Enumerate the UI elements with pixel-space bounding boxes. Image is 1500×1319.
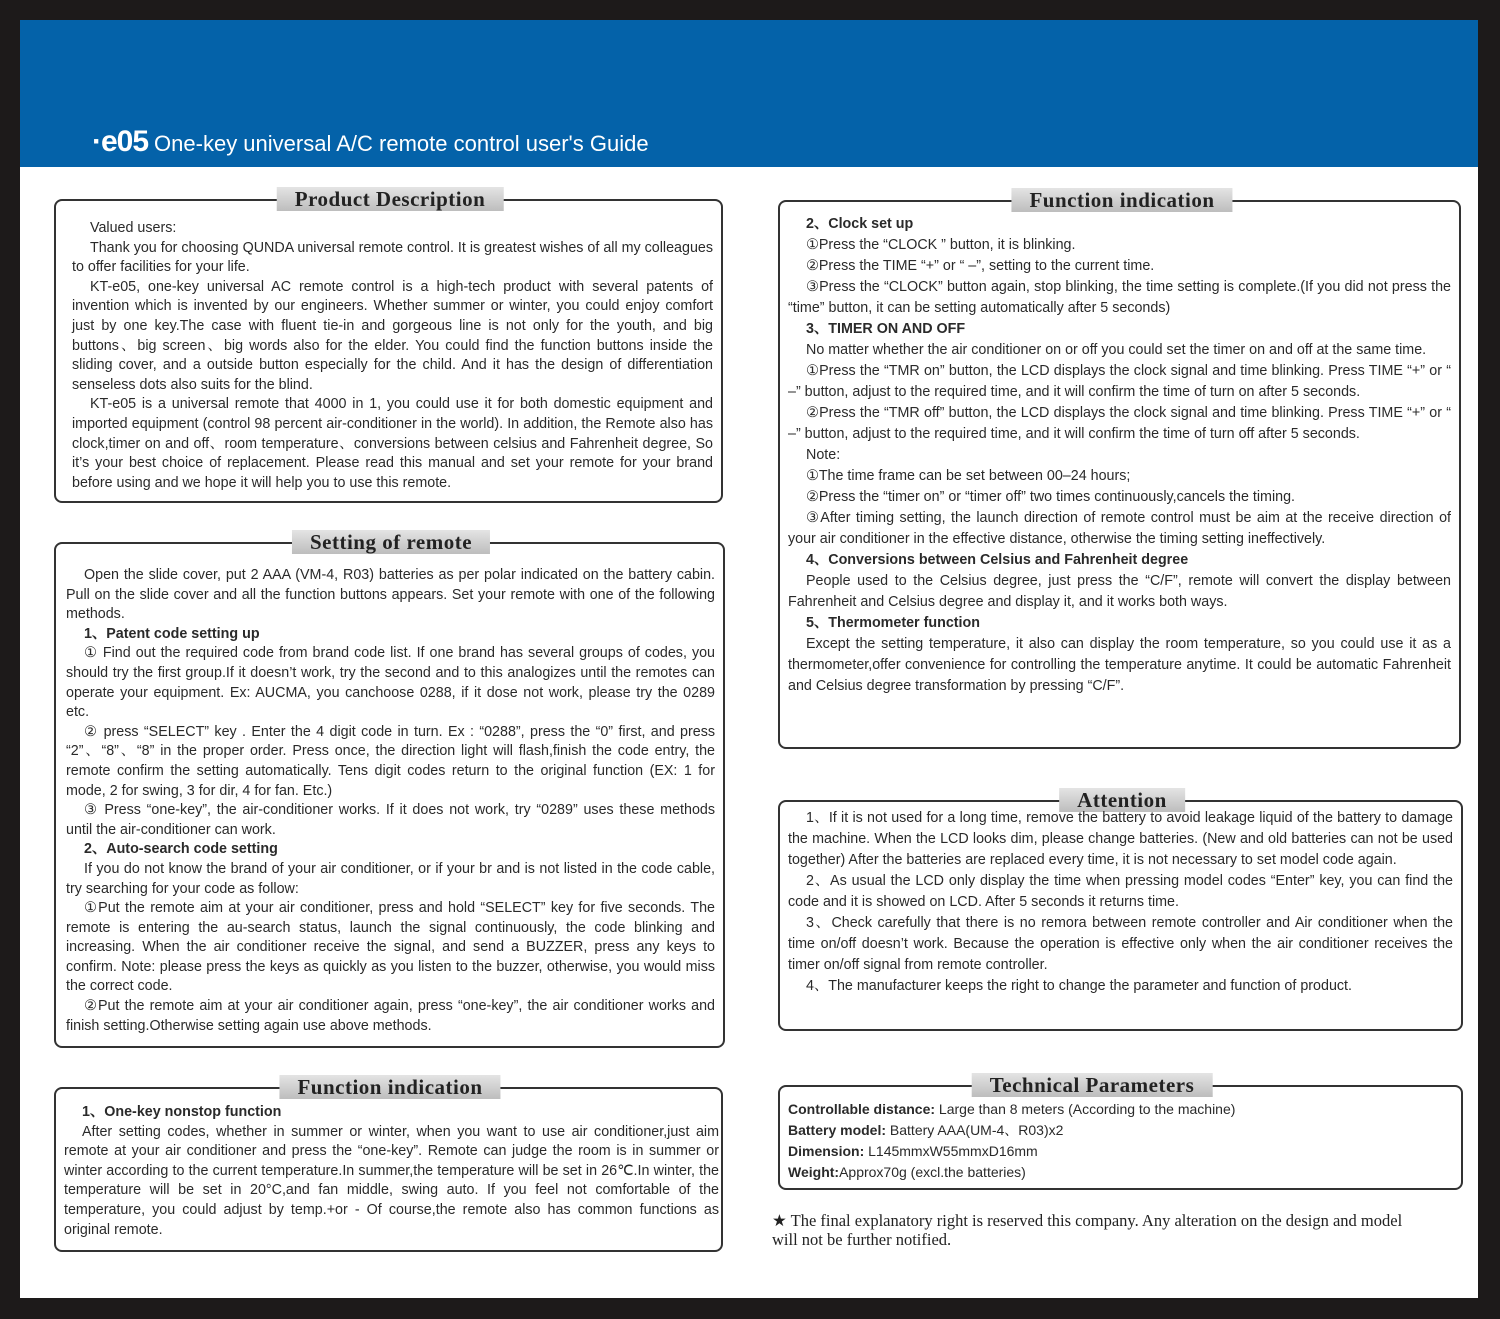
subheading: 1、One-key nonstop function [82,1104,282,1120]
function-indication-right-box [778,188,1461,749]
paragraph: ①Press the “TMR on” button, the LCD displays the clock signal and time blinking. Press TIME “+” or “ –” button, adjust to the required time, and it will confirm the time of turn on after 5 seconds. [788,363,1451,400]
parameter-row [788,1099,1453,1120]
paragraph: Except the setting temperature, it also can display the room temperature, so you could use it as a thermometer,offer convenience for controlling the temperature anytime. It could be automatic Fahrenheit and Celsius degree transformation by pressing “C/F”. [788,636,1451,694]
section-title: Product Description [277,187,504,211]
footnote: ★ The final explanatory right is reserved this company. Any alteration on the design and model will not be further notified. [772,1211,1403,1249]
paragraph: ③Press the “CLOCK” button again, stop blinking, the time setting is complete.(If you did not press the “time” button, it can be setting automatically after 5 seconds) [788,279,1451,316]
paragraph: 4、The manufacturer keeps the right to change the parameter and function of product. [806,978,1352,994]
section-content [788,214,1451,697]
technical-parameters-list [788,1099,1453,1183]
paragraph: After setting codes, whether in summer or winter, when you want to use air conditioner,just aim remote at your air conditioner and press the “one-key”. Remote can judge the room is in summer or winter according to the current temperature.In summer,the temperature will be set in 26℃.In winter, the temperature will be set in 20°C,and fan middle, swing auto. If you feel not comfortable of the temperature, you could adjust by temp.+or - Of course,the remote also has common functions as original remote. [64,1123,719,1238]
parameter-value: L145mmxW55mmxD16mm [864,1143,1038,1159]
section-content [72,219,713,493]
section-content [788,808,1453,997]
section-title: Function indication [1011,188,1232,212]
model-name: ·e05 [92,125,149,158]
parameter-value: Battery AAA(UM-4、R03)x2 [886,1122,1064,1138]
parameter-row [788,1162,1453,1183]
header-banner [20,20,1478,167]
parameter-value: Large than 8 meters (According to the machine) [935,1101,1236,1117]
section-title: Attention [1059,788,1185,812]
parameter-label: Dimension: [788,1143,865,1159]
paragraph: No matter whether the air conditioner on or off you could set the timer on and off at the same time. [806,342,1427,358]
section-title: Technical Parameters [972,1073,1213,1097]
section-content [66,566,715,1036]
subheading: 2、Clock set up [806,216,914,232]
paragraph: ① Find out the required code from brand code list. If one brand has several groups of codes, you should try the first group.If it doesn’t work, try the second and to this analogizes until the remotes can operate your equipment. Ex: AUCMA, you canchoose 0288, if it dose not work, please try the 0289 etc. [66,645,715,721]
product-description-box [54,187,723,503]
paragraph: Note: [806,447,841,463]
paragraph: ③ Press “one-key”, the air-conditioner works. If it does not work, try “0289” uses these methods until the air-conditioner can work. [66,802,715,838]
paragraph: ②Put the remote aim at your air conditioner again, press “one-key”, the air conditioner works and finish setting.Otherwise setting again use above methods. [66,998,715,1034]
subheading: 5、Thermometer function [806,615,980,631]
parameter-row [788,1141,1453,1162]
paragraph: ③After timing setting, the launch direction of remote control must be aim at the receive direction of your air conditioner in the effective distance, otherwise the timing setting ineffectively. [788,510,1451,547]
paragraph: People used to the Celsius degree, just press the “C/F”, remote will convert the display between Fahrenheit and Celsius degree and display it, and it works both ways. [788,573,1451,610]
title-text: One-key universal A/C remote control user's Guide [154,131,649,156]
parameter-label: Weight: [788,1164,840,1180]
paragraph: ② press “SELECT” key . Enter the 4 digit code in turn. Ex : “0288”, press the “0” first, and press “2”、“8”、“8” in the proper order. Press once, the direction light will flash,finish the code entry, the remote confirm the setting automatically. Tens digit codes return to the original function (EX: 1 for mode, 2 for swing, 3 for dir, 4 for fan. Etc.) [66,723,715,799]
technical-parameters-box [778,1073,1463,1190]
subheading: 4、Conversions between Celsius and Fahrenheit degree [806,552,1189,568]
paragraph: 1、If it is not used for a long time, remove the battery to avoid leakage liquid of the battery to damage the machine. When the LCD looks dim, please change batteries. (New and old batteries can not be used together) After the batteries are replaced every time, it is not necessary to set model code again. [788,810,1453,868]
paragraph: Open the slide cover, put 2 AAA (VM-4, R03) batteries as per polar indicated on the battery cabin. Pull on the slide cover and all the function buttons appears. Set your remote with one of the following methods. [66,567,715,623]
section-content [64,1103,719,1240]
paragraph: Thank you for choosing QUNDA universal remote control. It is greatest wishes of all my colleagues to offer facilities for your life. [72,239,713,276]
paragraph: ①Put the remote aim at your air conditioner, press and hold “SELECT” key for five seconds. The remote is entering the au-search status, launch the signal continuously, the code blinking and increasing. When the air conditioner receive the signal, and send a BUZZER, press any keys to confirm. Note: please press the keys as quickly as you listen to the buzzer, otherwise, you would miss the correct code. [66,900,715,995]
paragraph: 3、Check carefully that there is no remora between remote controller and Air conditioner when the time on/off doesn’t work. Because the operation is effective only when the air conditioner receives the timer on/off signal from remote controller. [788,915,1453,973]
section-title: Setting of remote [292,530,490,554]
paragraph: Valued users: [90,220,177,236]
paragraph: 2、As usual the LCD only display the time when pressing model codes “Enter” key, you can find the code and it is showed on LCD. After 5 seconds it returns time. [788,873,1453,910]
guide-title [92,125,649,159]
paragraph: KT-e05, one-key universal AC remote control is a high-tech product with several patents of invention which is invented by our engineers. Whether summer or winter, you could enjoy comfort just by one key.The case with fluent tie-in and gorgeous line is not only for the youth, and big buttons、big screen、big words also for the elder. You could find the function buttons inside the sliding cover, and a outside button especially for the child. And it has the design of differentiation senseless dots also suits for the blind. [72,278,713,393]
paragraph: ②Press the “timer on” or “timer off” two times continuously,cancels the timing. [806,489,1296,505]
paragraph: KT-e05 is a universal remote that 4000 in 1, you could use it for both domestic equipment and imported equipment (control 98 percent air-conditioner in the world). In addition, the Remote also has clock,timer on and off、room temperature、conversions between celsius and Fahrenheit degree, So it’s your best choice of replacement. Please read this manual and set your remote for your brand before using and we hope it will help you to use this remote. [72,396,713,491]
paragraph: If you do not know the brand of your air conditioner, or if your br and is not listed in the code cable, try searching for your code as follow: [66,860,715,897]
parameter-label: Controllable distance: [788,1101,936,1117]
paragraph: ②Press the TIME “+” or “ –”, setting to the current time. [806,258,1155,274]
subheading: 2、Auto-search code setting [84,841,278,858]
setting-of-remote-box [54,530,725,1048]
parameter-value: Approx70g (excl.the batteries) [839,1164,1026,1180]
paragraph: ②Press the “TMR off” button, the LCD displays the clock signal and time blinking. Press TIME “+” or “ –” button, adjust to the required time, and it will confirm the time of turn off after 5 seconds. [788,405,1451,442]
subheading: 3、TIMER ON AND OFF [806,321,966,337]
parameter-label: Battery model: [788,1122,887,1138]
function-indication-left-box [54,1075,723,1252]
paragraph: ①The time frame can be set between 00–24 hours; [806,468,1131,484]
subheading: 1、Patent code setting up [84,625,260,642]
parameter-row [788,1120,1453,1141]
attention-box [778,788,1463,1031]
section-title: Function indication [279,1075,500,1099]
paragraph: ①Press the “CLOCK ” button, it is blinking. [806,237,1076,253]
guide-page [20,20,1478,1298]
